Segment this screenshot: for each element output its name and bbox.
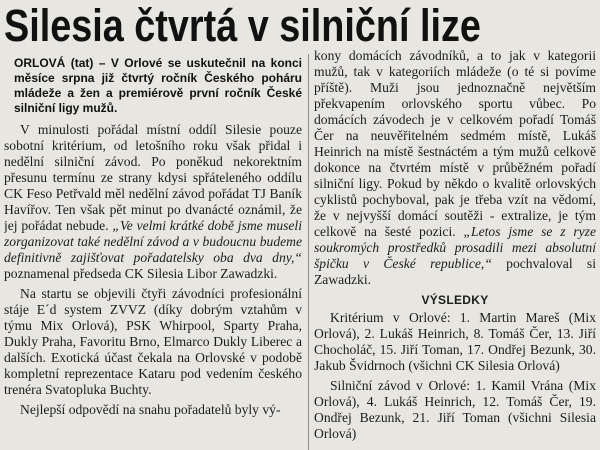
body-paragraph (4, 286, 302, 398)
lead-dateline: ORLOVÁ (tat) – (14, 56, 106, 70)
paragraph-text: Nejlepší odpovědí na snahu pořadatelů byly vý- (20, 402, 281, 417)
body-paragraph (4, 122, 302, 282)
paragraph-text: kony domácích závodníků, a to jak v kategorii mužů, tak v kategoriích mládeže (o té si povíme příště). Muži jsou jednoznačně největším překvapením orlovského sportu vůbec. Po domácích závodech je v celkovém pořadí Tomáš Čer na neuvěřitelném sedmém místě, Lukáš Heinrich na místě šestnáctém a tým mužů celkově dokonce na čtvrtém místě v průběžném pořadí silniční ligy. Pokud by někdo o kvalitě orlovských cyklistů pochyboval, pak je třeba vzít na vědomí, že v nejvyšší domácí soutěži - extralize, je tým celkově na šesté pozici. (314, 48, 596, 239)
lead-text: V Orlové se uskutečnil na konci měsíce srpna již čtvrtý ročník Českého poháru mládeže a žen a premiérově první ročník České silniční ligy mužů. (14, 56, 302, 115)
right-column (314, 48, 596, 450)
body-paragraph (314, 48, 596, 288)
quotation: „Ve velmi krátké době jsme museli zorganizovat také nedělní závod a v budoucnu budeme definitivně zajišťovat pořadatelsky oba dva dny,“ (4, 218, 302, 265)
article-headline: Silesia čtvrtá v silniční lize (4, 0, 481, 51)
body-paragraph (4, 402, 302, 418)
quotation: „Letos jsme se z ryze soukromých prostředků prosadili mezi absolutní špičku v České republice,“ (314, 224, 596, 271)
result-item: Kritérium v Orlové: 1. Martin Mareš (Mix Orlová), 2. Lukáš Heinrich, 8. Tomáš Čer, 13. Jiří Chocholáč, 15. Jiří Toman, 17. Ondřej Bezunk, 30. Jakub Švidrnoch (všichni CK Silesia Orlová) (314, 310, 596, 373)
paragraph-text: V minulosti pořádal místní oddíl Silesie pouze sobotní kritérium, od letošního roku však přidal i nedělní silniční závod. Po poněkud nekorektním přesunu termínu ze strany kdysi spřáteleného oddílu CK Feso Petřvald měl nedělní závod pořádat TJ Baník Havířov. Ten však pět minut po dvanácté oznámil, že jej pořádat nebude. (4, 122, 302, 233)
result-item: Silniční závod v Orlové: 1. Kamil Vrána (Mix Orlová), 4. Lukáš Heinrich, 12. Tomáš Čer, 19. Ondřej Bezunk, 21. Jiří Toman (všichni Silesia Orlová) (314, 378, 596, 441)
column-divider (308, 54, 309, 450)
paragraph-text: poznamenal předseda CK Silesia Libor Zawadzki. (4, 266, 278, 281)
paragraph-text: pochvaloval si Zawadzki. (314, 256, 596, 287)
results-heading: VÝSLEDKY (421, 293, 489, 307)
paragraph-text: Na startu se objevili čtyři závodníci profesionální stáje E´d system ZVVZ (díky dobrým vztahům v týmu Mix Orlová), PSK Whirpool, Sparty Praha, Dukly Praha, Favoritu Brno, Elmarco Dukly Liberec a dalších. Exotická účast čekala na Orlovské v podobě kompletní reprezentace Kataru pod vedením českého trenéra Svatopluka Buchty. (4, 286, 302, 397)
left-column (4, 56, 302, 450)
article-lead (14, 56, 302, 116)
results-list (314, 310, 596, 442)
